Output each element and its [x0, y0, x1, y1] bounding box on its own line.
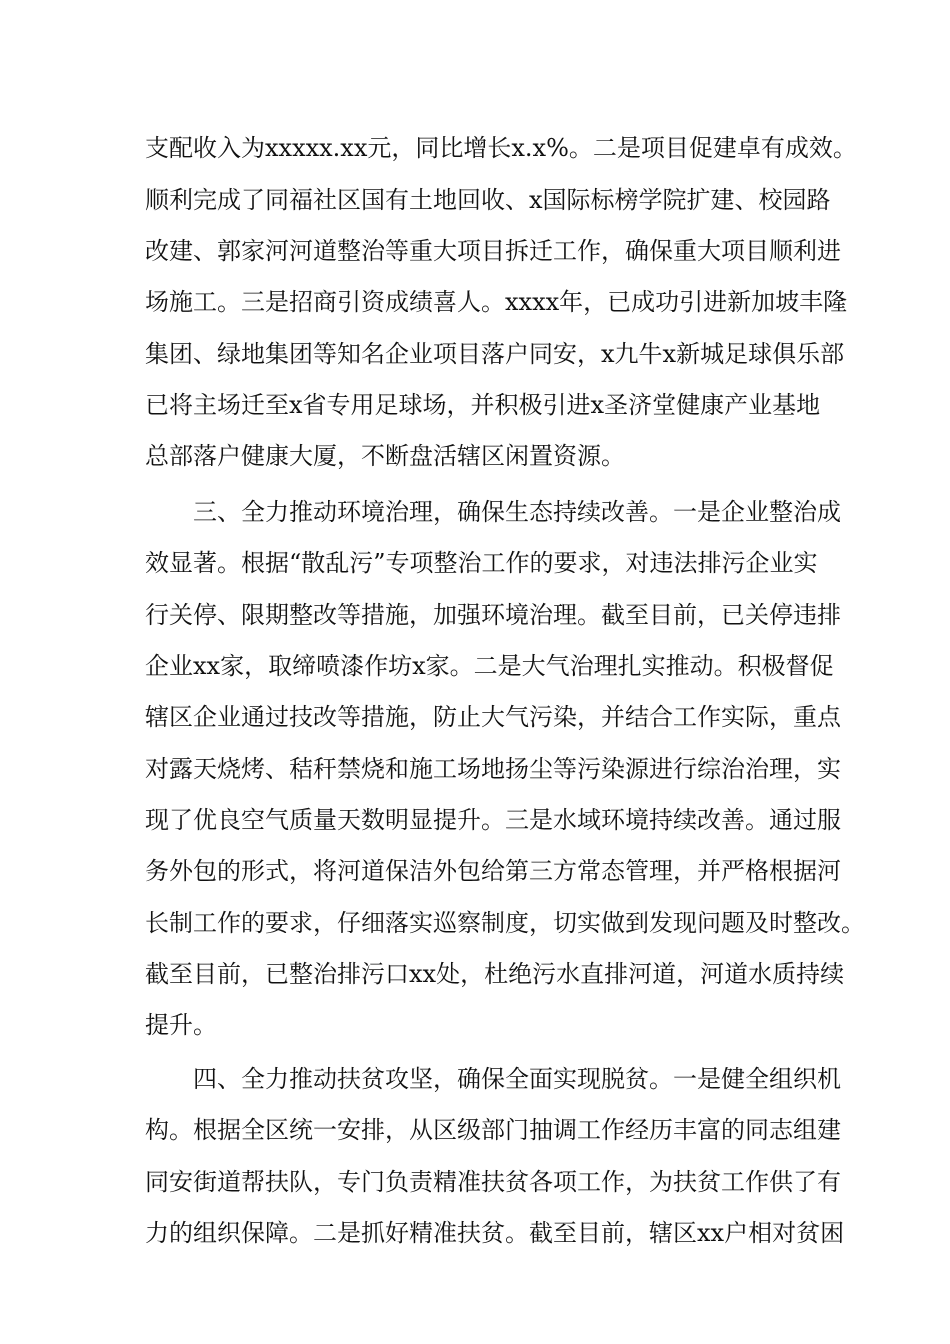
text-line-22: 力的组织保障。二是抓好精准扶贫。截至目前，辖区xx户相对贫困 [145, 1219, 845, 1247]
text-line-14: 现了优良空气质量天数明显提升。三是水域环境持续改善。通过服 [145, 806, 841, 834]
text-line-1: 支配收入为xxxxx.xx元，同比增长x.x%。二是项目促建卓有成效。 [145, 134, 857, 162]
text-line-20: 构。根据全区统一安排，从区级部门抽调工作经历丰富的同志组建 [145, 1116, 841, 1144]
text-line-21: 同安街道帮扶队，专门负责精准扶贫各项工作，为扶贫工作供了有 [145, 1168, 841, 1196]
text-line-2: 顺利完成了同福社区国有土地回收、x国际标榜学院扩建、校园路 [145, 186, 831, 214]
section-heading-four: 四、全力推动扶贫攻坚，确保全面实现脱贫。一是健全组织机 [193, 1065, 841, 1093]
section-heading-three: 三、全力推动环境治理，确保生态持续改善。一是企业整治成 [193, 498, 841, 526]
text-line-17: 截至目前，已整治排污口xx处，杜绝污水直排河道，河道水质持续 [145, 960, 845, 988]
text-line-18: 提升。 [145, 1011, 217, 1039]
text-line-9: 效显著。根据“散乱污”专项整治工作的要求，对违法排污企业实 [145, 549, 818, 577]
text-line-15: 务外包的形式，将河道保洁外包给第三方常态管理，并严格根据河 [145, 857, 841, 885]
text-line-3: 改建、郭家河河道整治等重大项目拆迁工作，确保重大项目顺利进 [145, 237, 841, 265]
text-line-10: 行关停、限期整改等措施，加强环境治理。截至目前，已关停违排 [145, 601, 841, 629]
text-line-12: 辖区企业通过技改等措施，防止大气污染，并结合工作实际，重点 [145, 703, 841, 731]
text-line-7: 总部落户健康大厦，不断盘活辖区闲置资源。 [145, 442, 625, 470]
text-line-11: 企业xx家，取缔喷漆作坊x家。二是大气治理扎实推动。积极督促 [145, 652, 834, 680]
text-line-16: 长制工作的要求，仔细落实巡察制度，切实做到发现问题及时整改。 [145, 909, 865, 937]
text-line-6: 已将主场迁至x省专用足球场，并积极引进x圣济堂健康产业基地 [145, 391, 821, 419]
text-line-5: 集团、绿地集团等知名企业项目落户同安，x九牛x新城足球俱乐部 [145, 340, 845, 368]
text-line-13: 对露天烧烤、秸秆禁烧和施工场地扬尘等污染源进行综治治理，实 [145, 755, 841, 783]
text-line-4: 场施工。三是招商引资成绩喜人。xxxx年，已成功引进新加坡丰隆 [145, 288, 848, 316]
